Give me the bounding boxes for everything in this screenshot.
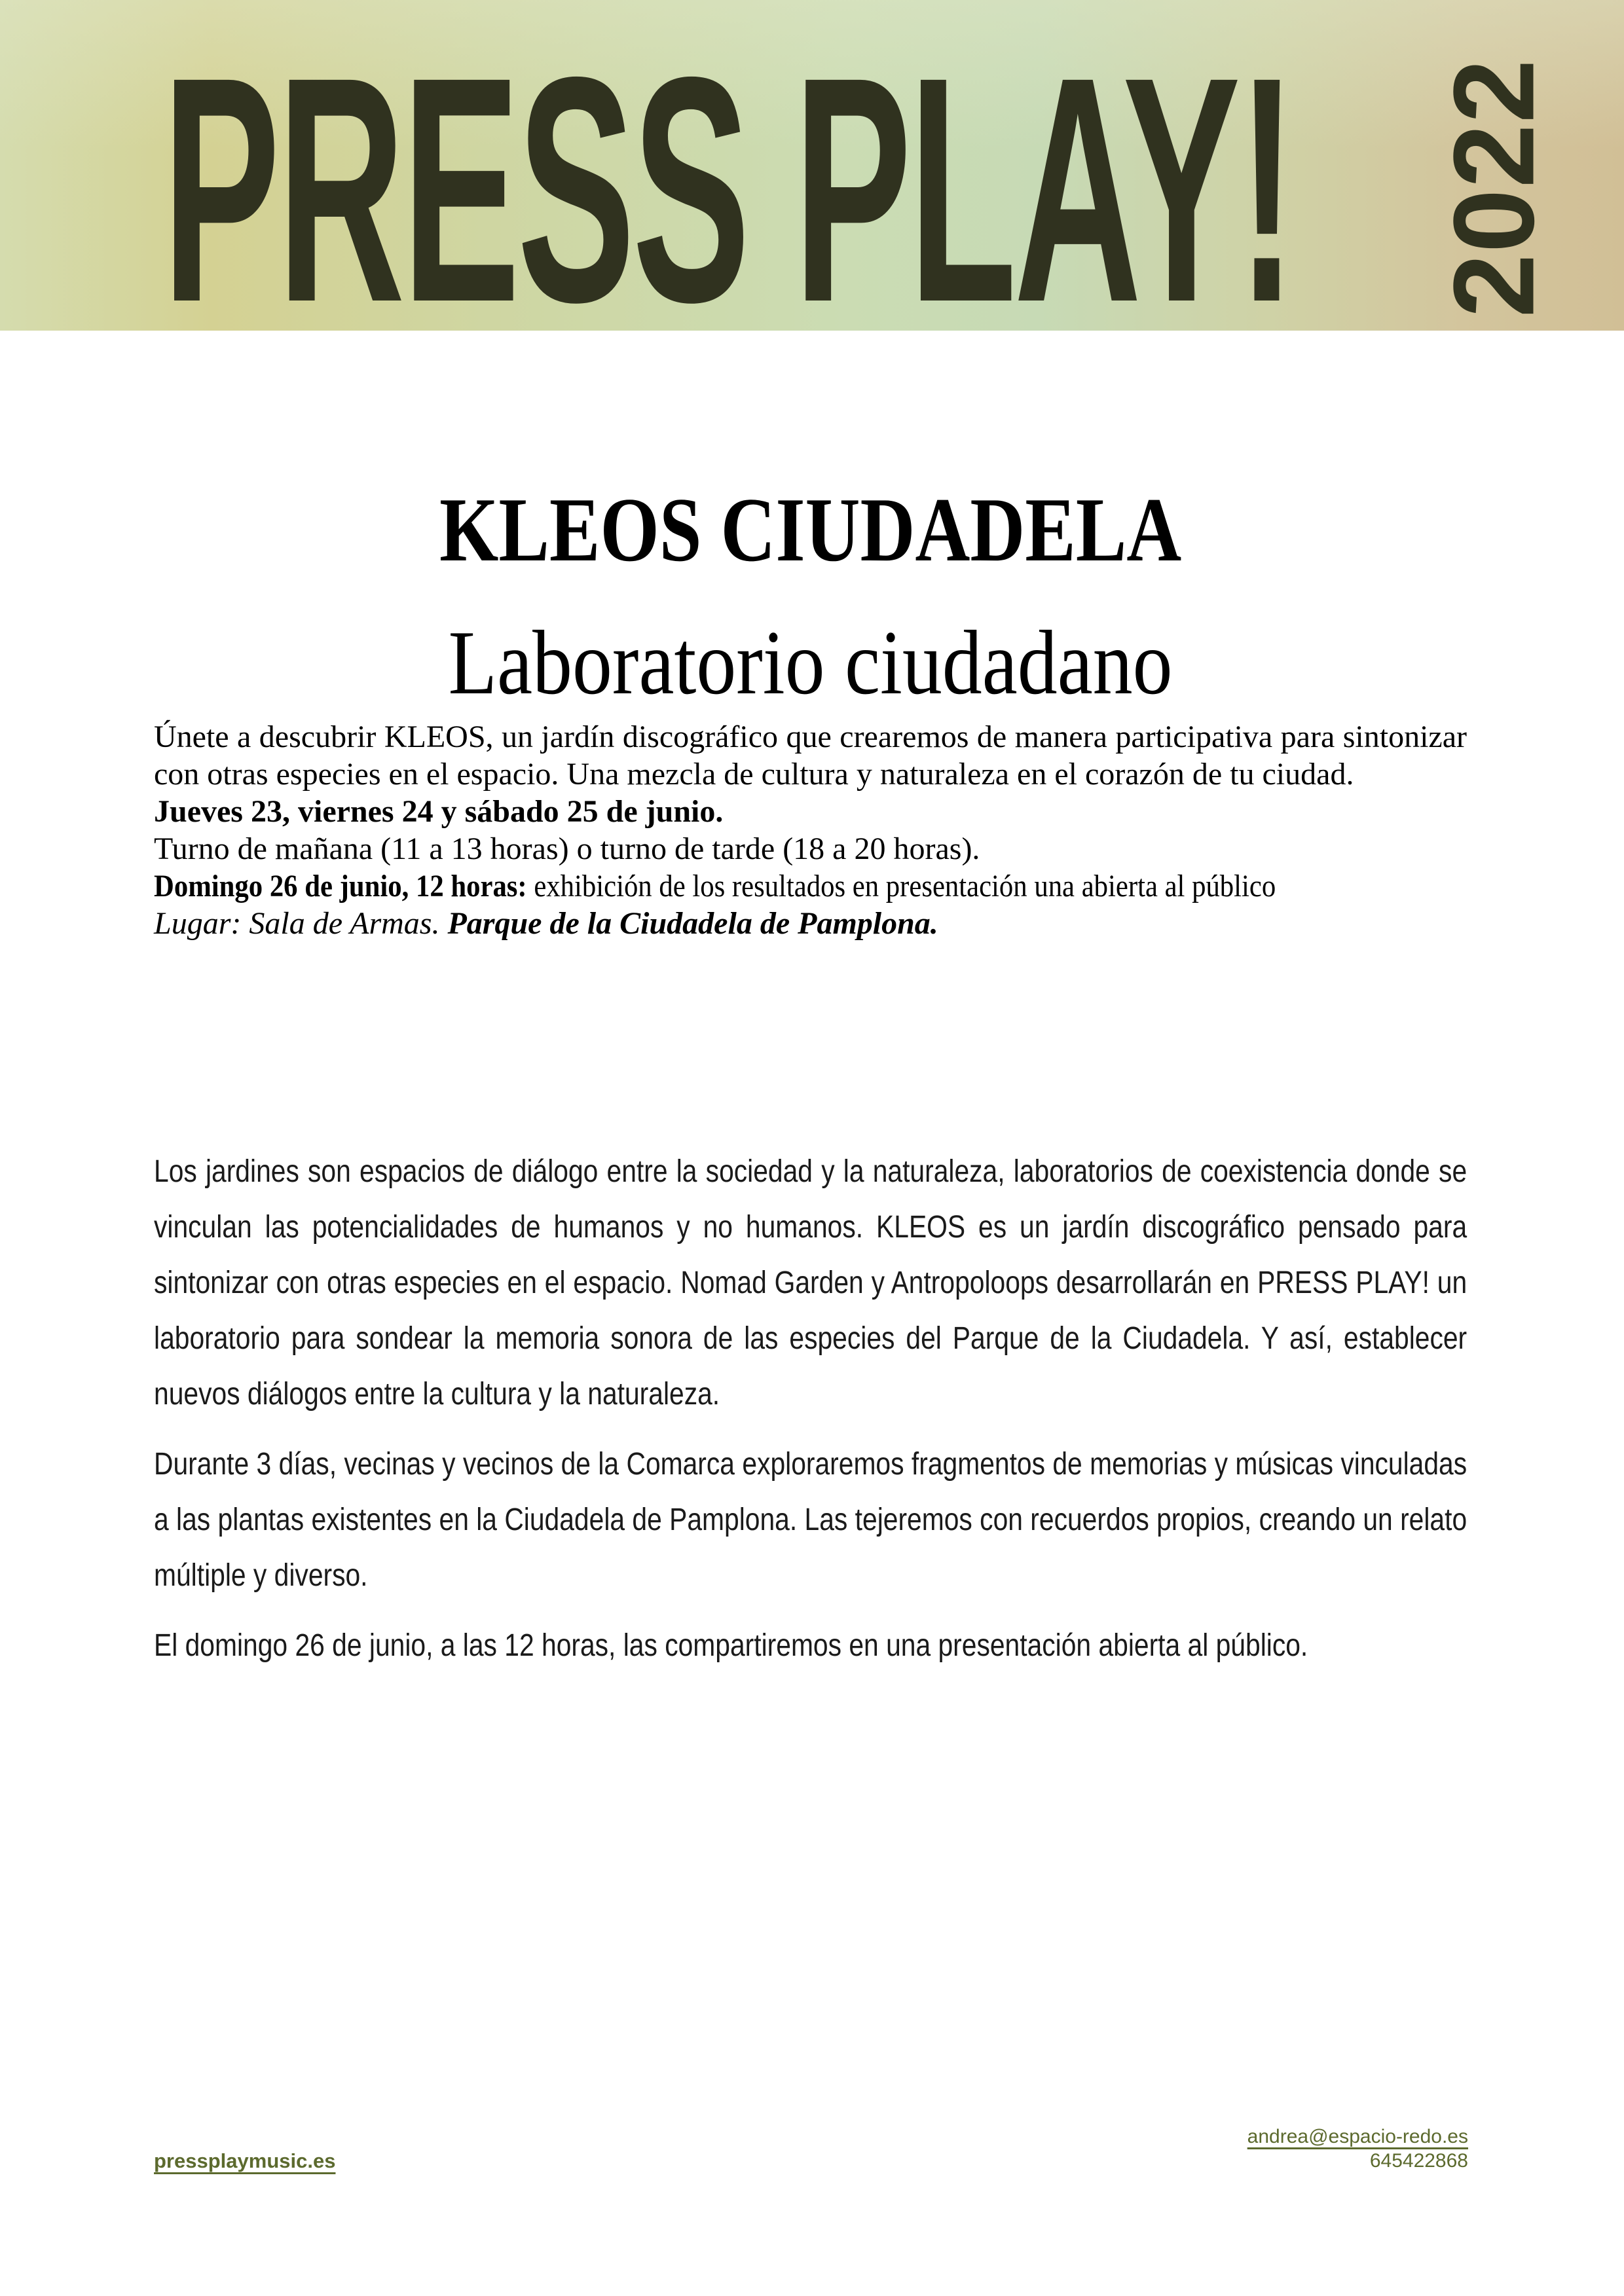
- place-line: [154, 905, 1467, 942]
- email-link[interactable]: andrea@espacio-redo.es: [1247, 2126, 1468, 2147]
- email-row: [1247, 2124, 1468, 2149]
- press-play-logo-text: PRESS PLAY!: [162, 10, 1294, 369]
- shifts-line: Turno de mañana (11 a 13 horas) o turno de tarde (18 a 20 horas).: [154, 831, 980, 866]
- press-play-logo: [162, 10, 1294, 369]
- contact-block: [1247, 2124, 1468, 2173]
- footer: [154, 2124, 1468, 2173]
- body-paragraph-1: Los jardines son espacios de diálogo entre la sociedad y la naturaleza, laboratorios de coexistencia donde se vinculan las potencialidades de humanos y no humanos. KLEOS es un jardín discográfico pensado para sintonizar con otras especies en el espacio. Nomad Garden y Antropoloops desarrollarán en PRESS PLAY! un laboratorio para sondear la memoria sonora de las especies del Parque de la Ciudadela. Y así, establecer nuevos diálogos entre la cultura y la naturaleza.: [154, 1154, 1467, 1412]
- sunday-line-bold: Domingo 26 de junio, 12 horas:: [154, 869, 527, 903]
- page-subtitle-text: Laboratorio ciudadano: [448, 612, 1173, 714]
- intro-paragraph: Únete a descubrir KLEOS, un jardín discográfico que crearemos de manera participativa para sintonizar con otras especies en el espacio. Una mezcla de cultura y naturaleza en el corazón de tu ciudad.: [154, 720, 1467, 792]
- year-2022-label: [1430, 58, 1559, 318]
- page-subtitle: [154, 608, 1467, 718]
- sunday-line: [154, 867, 1467, 905]
- place-line-bold: Parque de la Ciudadela de Pamplona.: [447, 906, 938, 941]
- place-line-italic: Lugar: Sala de Armas.: [154, 906, 440, 941]
- website-link[interactable]: pressplaymusic.es: [154, 2149, 336, 2172]
- description-section: [154, 1144, 1467, 1673]
- page-title-text: KLEOS CIUDADELA: [439, 479, 1182, 581]
- year-2022-text: 2022: [1430, 58, 1559, 318]
- body-paragraph-2: Durante 3 días, vecinas y vecinos de la Comarca exploraremos fragmentos de memorias y músicas vinculadas a las plantas existentes en la Ciudadela de Pamplona. Las tejeremos con recuerdos propios, creando un relato múltiple y diverso.: [154, 1447, 1467, 1593]
- header-banner: [0, 0, 1624, 369]
- document-body: [0, 475, 1624, 1673]
- body-paragraph-3: El domingo 26 de junio, a las 12 horas, las compartiremos en una presentación abierta al público.: [154, 1628, 1308, 1663]
- dates-line: Jueves 23, viernes 24 y sábado 25 de junio.: [154, 794, 724, 829]
- sunday-line-rest: exhibición de los resultados en presentación una abierta al público: [526, 869, 1276, 903]
- page-title: [154, 475, 1467, 585]
- sunday-line-text: [154, 867, 1276, 905]
- phone-number: 645422868: [1369, 2150, 1468, 2172]
